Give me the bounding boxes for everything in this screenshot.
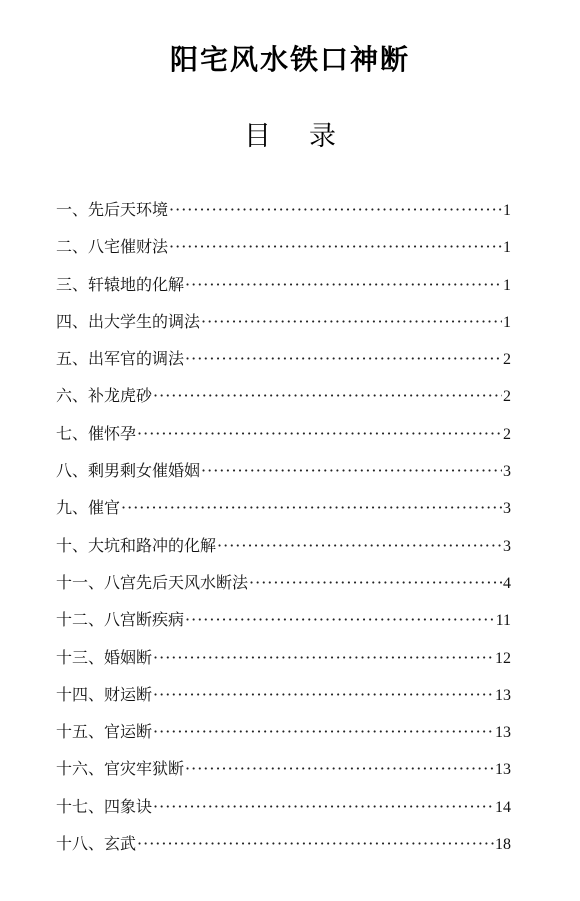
toc-entry[interactable] <box>56 532 511 569</box>
toc-entry-page-number: 3 <box>503 537 511 555</box>
toc-leader-dots <box>137 420 502 447</box>
toc-leader-dots <box>121 494 502 521</box>
toc-entry-label: 十一、八宫先后天风水断法 <box>56 572 249 592</box>
toc-entry-page-number: 11 <box>495 612 511 630</box>
toc-entry-page-number: 1 <box>503 276 511 294</box>
toc-entry-label: 十四、财运断 <box>56 684 153 704</box>
toc-leader-dots <box>185 755 494 782</box>
toc-entry-label: 一、先后天环境 <box>56 200 169 219</box>
toc-entry-page-number: 1 <box>503 239 511 257</box>
toc-entry-page-number: 2 <box>503 388 511 406</box>
toc-entry-page-number: 13 <box>495 724 511 742</box>
toc-entry[interactable] <box>56 830 511 867</box>
toc-entry-page-number: 13 <box>495 761 511 779</box>
toc-leader-dots <box>249 569 502 596</box>
toc-entry-page-number: 2 <box>503 425 511 443</box>
toc-entry-label: 五、出军官的调法 <box>56 349 185 369</box>
toc-entry[interactable] <box>56 308 511 345</box>
toc-leader-dots <box>169 233 502 260</box>
table-of-contents <box>56 196 511 867</box>
toc-heading <box>0 114 580 153</box>
toc-entry[interactable] <box>56 233 511 270</box>
toc-entry[interactable] <box>56 681 511 718</box>
toc-entry-page-number: 1 <box>503 202 511 219</box>
toc-entry-page-number: 3 <box>503 463 511 481</box>
toc-leader-dots <box>153 681 494 708</box>
toc-leader-dots <box>153 382 502 409</box>
toc-entry-page-number: 3 <box>503 500 511 518</box>
toc-entry-label: 十五、官运断 <box>56 722 153 742</box>
toc-entry-label: 十六、官灾牢狱断 <box>56 759 185 779</box>
toc-entry-page-number: 4 <box>503 574 511 592</box>
toc-entry[interactable] <box>56 271 511 308</box>
toc-leader-dots <box>217 532 502 559</box>
toc-leader-dots <box>153 644 494 671</box>
toc-leader-dots <box>185 345 502 372</box>
toc-entry[interactable] <box>56 644 511 681</box>
toc-leader-dots <box>185 271 502 298</box>
toc-entry[interactable] <box>56 494 511 531</box>
toc-leader-dots <box>201 308 502 335</box>
toc-entry[interactable] <box>56 457 511 494</box>
toc-entry[interactable] <box>56 345 511 382</box>
toc-entry-label: 十八、玄武 <box>56 834 137 854</box>
toc-leader-dots <box>137 830 494 857</box>
toc-entry[interactable] <box>56 718 511 755</box>
toc-heading-char-2: 录 <box>309 121 336 152</box>
toc-entry-label: 十三、婚姻断 <box>56 647 153 667</box>
toc-entry-label: 四、出大学生的调法 <box>56 311 201 331</box>
toc-entry[interactable] <box>56 420 511 457</box>
toc-entry[interactable] <box>56 382 511 419</box>
toc-entry[interactable] <box>56 755 511 792</box>
toc-entry-page-number: 12 <box>495 649 511 667</box>
toc-entry-label: 十、大坑和路冲的化解 <box>56 535 217 555</box>
toc-entry-page-number: 14 <box>495 798 511 816</box>
toc-entry-page-number: 18 <box>495 836 511 854</box>
toc-entry-label: 六、补龙虎砂 <box>56 386 153 406</box>
toc-entry[interactable] <box>56 196 511 233</box>
toc-leader-dots <box>185 606 495 633</box>
toc-entry-label: 十七、四象诀 <box>56 796 153 816</box>
toc-entry[interactable] <box>56 606 511 643</box>
toc-entry-page-number: 13 <box>495 686 511 704</box>
toc-entry-page-number: 2 <box>503 351 511 369</box>
toc-entry-label: 十二、八宫断疾病 <box>56 610 185 630</box>
toc-entry-label: 七、催怀孕 <box>56 423 137 443</box>
toc-entry-page-number: 1 <box>503 313 511 331</box>
toc-entry-label: 九、催官 <box>56 498 121 518</box>
toc-heading-char-1: 目 <box>244 121 271 152</box>
toc-entry-label: 八、剩男剩女催婚姻 <box>56 461 201 481</box>
toc-entry[interactable] <box>56 793 511 830</box>
toc-leader-dots <box>169 196 502 223</box>
toc-leader-dots <box>153 793 494 820</box>
toc-entry-label: 三、轩辕地的化解 <box>56 274 185 294</box>
toc-entry[interactable] <box>56 569 511 606</box>
toc-leader-dots <box>201 457 502 484</box>
document-title: 阳宅风水铁口神断 <box>169 43 410 76</box>
toc-leader-dots <box>153 718 494 745</box>
toc-entry-label: 二、八宅催财法 <box>56 237 169 257</box>
